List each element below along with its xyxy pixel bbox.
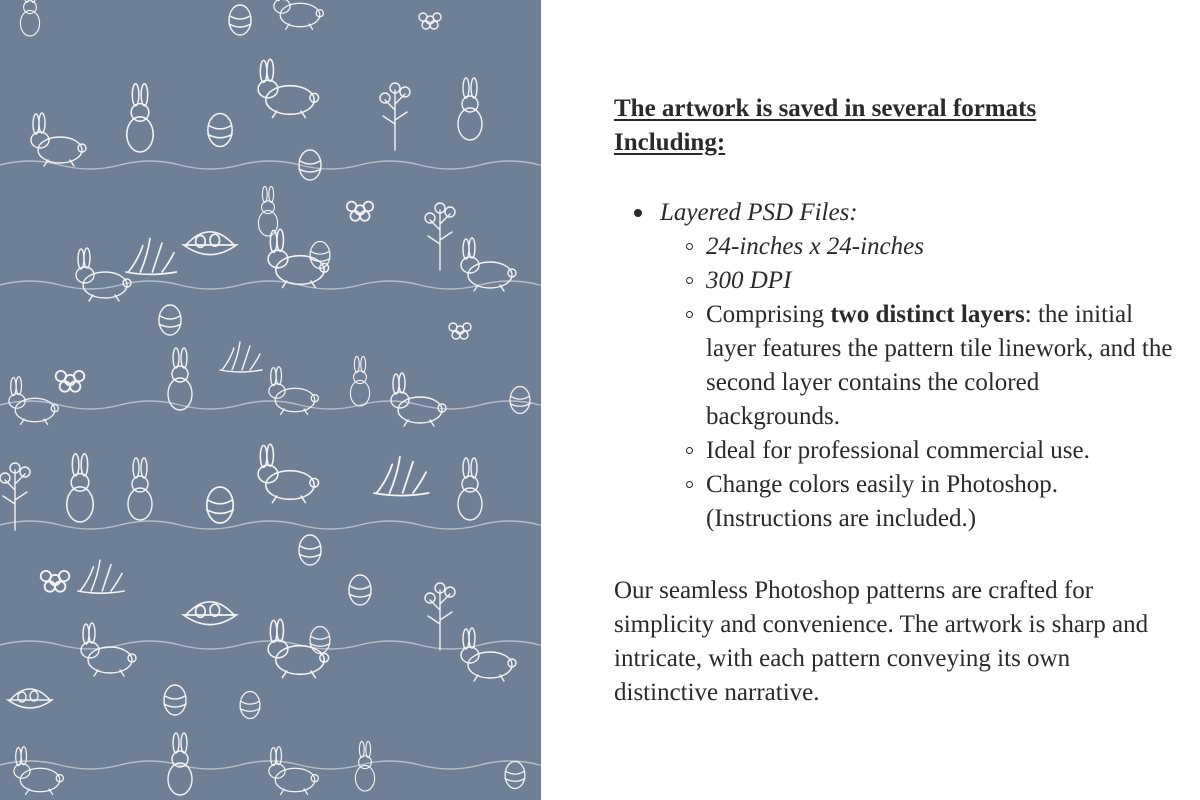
bullet-circle-icon bbox=[686, 277, 693, 284]
bullet-circle-icon bbox=[686, 311, 693, 318]
layers-bold-text: two distinct layers bbox=[830, 301, 1025, 328]
psd-label: Layered PSD Files: bbox=[660, 199, 858, 226]
bullet-circle-icon bbox=[686, 243, 693, 250]
list-item-size bbox=[706, 230, 1174, 264]
layers-suffix: : the initial layer features the pattern tile linework, and the second layer contains the colored backgrounds. bbox=[706, 301, 1173, 430]
list-item-dpi bbox=[706, 264, 1174, 298]
list-item-commercial bbox=[706, 434, 1174, 468]
formats-heading-line1: The artwork is saved in several formats bbox=[614, 95, 1037, 122]
formats-list bbox=[614, 196, 1174, 536]
psd-details-list bbox=[660, 230, 1174, 536]
formats-heading bbox=[614, 92, 1174, 160]
list-item-colors bbox=[706, 468, 1174, 536]
formats-heading-line2: Including: bbox=[614, 129, 726, 156]
commercial-text: Ideal for professional commercial use. bbox=[706, 437, 1090, 464]
list-item-layered-psd bbox=[660, 196, 1174, 536]
bullet-circle-icon bbox=[686, 447, 693, 454]
dpi-text: 300 DPI bbox=[706, 267, 792, 294]
product-description-panel bbox=[614, 92, 1174, 710]
colors-text: Change colors easily in Photoshop. (Instructions are included.) bbox=[706, 471, 1059, 532]
toile-pattern-svg bbox=[0, 0, 541, 800]
bullet-circle-icon bbox=[686, 481, 693, 488]
description-paragraph: Our seamless Photoshop patterns are crafted for simplicity and convenience. The artwork is sharp and intricate, with each pattern conveying its own distinctive narrative. bbox=[614, 577, 1149, 706]
list-item-layers bbox=[706, 298, 1174, 434]
size-text: 24-inches x 24-inches bbox=[706, 233, 924, 260]
bullet-dot-icon bbox=[634, 209, 642, 217]
layers-prefix: Comprising bbox=[706, 301, 831, 328]
toile-pattern-image bbox=[0, 0, 541, 800]
